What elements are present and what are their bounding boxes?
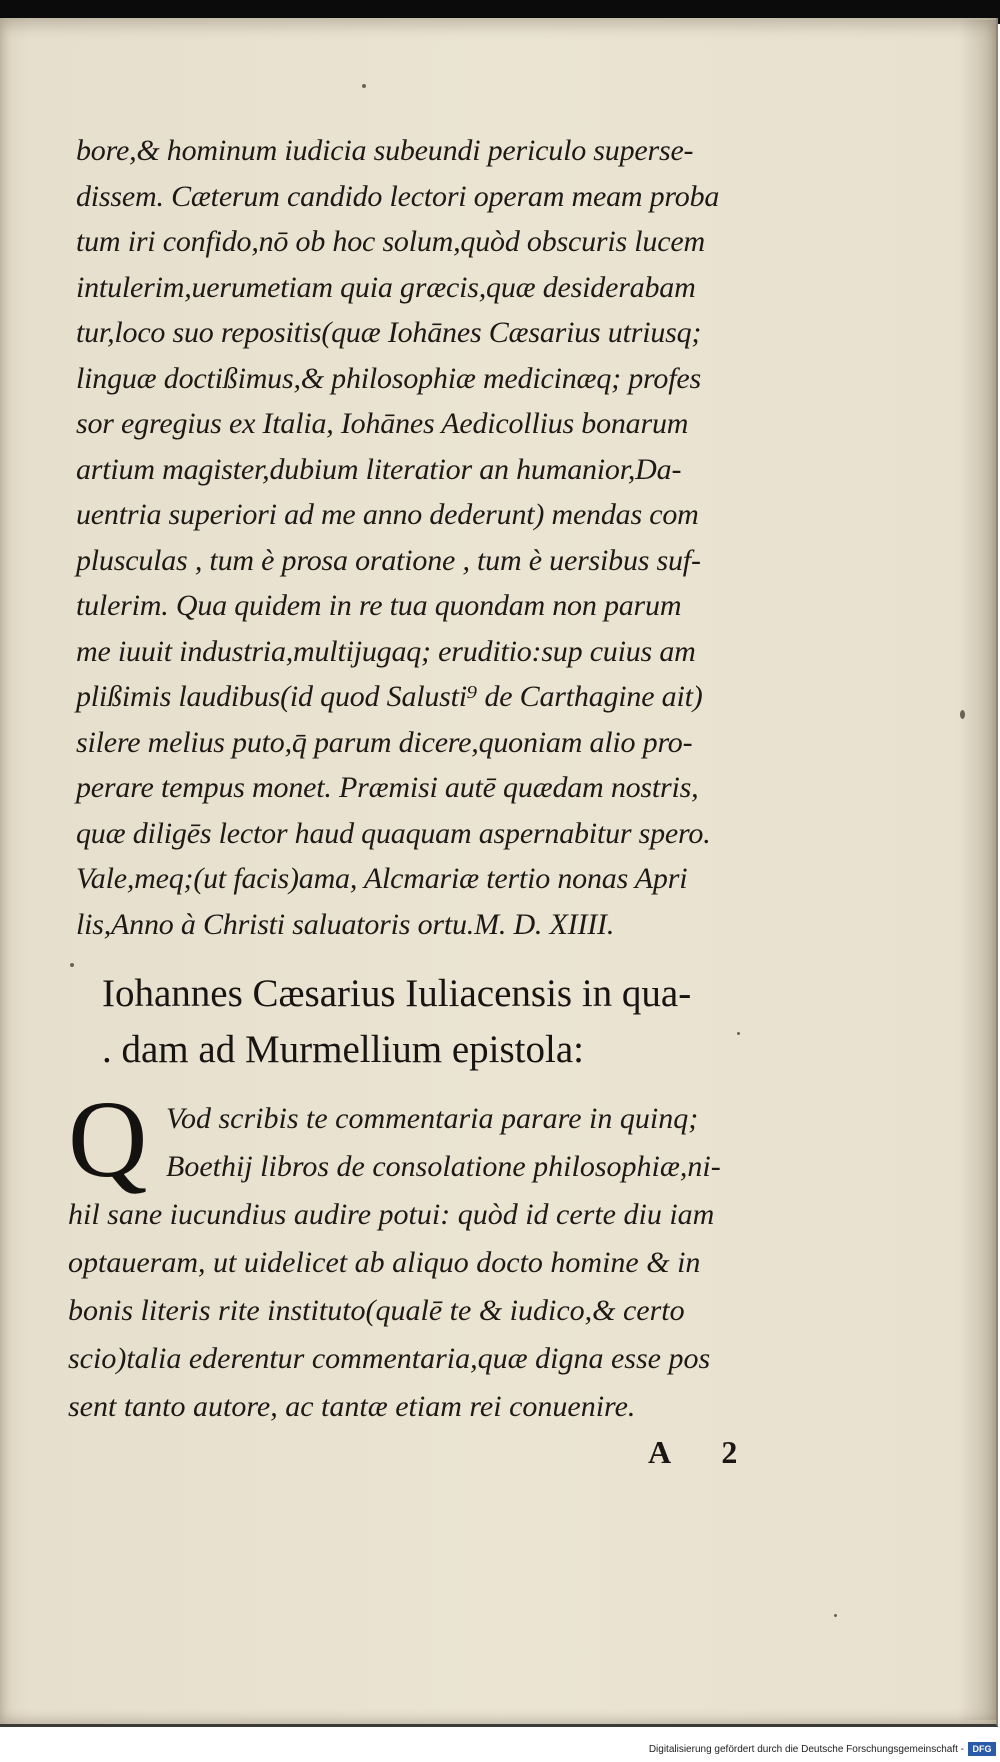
body-line: quæ diligēs lector haud quaquam aspernabitur spero. [76,816,711,850]
body-line: tulerim. Qua quidem in re tua quondam non parum [76,589,682,622]
body-line: bore,& hominum iudicia subeundi periculo superse- [76,134,694,167]
body-line: plißimis laudibus(id quod Salusti⁹ de Carthagine ait) [76,680,703,713]
body-paragraph [76,128,856,947]
epistle-heading [102,966,862,1078]
paper-speck [737,1032,740,1035]
letter-line: optaueram, ut uidelicet ab aliquo docto homine & in [68,1246,701,1279]
signature-mark: A 2 [648,1434,760,1470]
letter-line: Vod scribis te commentaria parare in quinq; [166,1102,699,1135]
body-line: dissem. Cæterum candido lectori operam meam proba [76,179,720,213]
page-edge-shadow [960,20,996,1720]
paper-speck [834,1614,837,1617]
body-line: intulerim,uerumetiam quia græcis,quæ desiderabam [76,270,696,304]
body-line: Vale,meq;(ut facis)ama, Alcmariæ tertio nonas Apri [76,862,688,895]
body-line: plusculas , tum è prosa oratione , tum è uersibus suf- [76,543,701,577]
paper-speck [362,84,366,88]
body-line: uentria superiori ad me anno dederunt) mendas com [76,498,699,531]
body-line: silere melius puto,q̄ parum dicere,quoniam alio pro- [76,725,693,759]
letter-line: bonis literis rite instituto(qualē te & iudico,& certo [68,1294,685,1327]
body-line: perare tempus monet. Præmisi autē quædam nostris, [76,771,699,804]
body-line: me iuuit industria,multijugaq; eruditio:sup cuius am [76,634,696,668]
letter-line: sent tanto autore, ac tantæ etiam rei conuenire. [68,1390,636,1423]
body-line: tur,loco suo repositis(quæ Iohānes Cæsarius utriusq; [76,316,702,349]
letter-line: hil sane iucundius audire potui: quòd id certe diu iam [68,1198,715,1231]
letter-line: scio)talia ederentur commentaria,quæ digna esse pos [68,1342,711,1375]
dfg-logo: DFG [968,1742,996,1756]
paper-speck [960,710,965,719]
drop-cap-initial: Q [68,1078,148,1200]
body-line: sor egregius ex Italia, Iohānes Aedicollius bonarum [76,407,689,440]
letter-paragraph [68,1078,858,1431]
heading-line: . dam ad Murmellium epistola: [102,1028,584,1071]
body-line: linguæ doctißimus,& philosophiæ medicinæq; profes [76,361,701,395]
letter-line: Boethij libros de consolatione philosophiæ,ni- [166,1150,721,1183]
digitization-credit: Digitalisierung gefördert durch die Deutsche Forschungsgemeinschaft - [648,1744,964,1755]
body-line: tum iri confido,nō ob hoc solum,quòd obscuris lucem [76,225,705,258]
body-line: lis,Anno à Christi saluatoris ortu.M. D. XIIII. [76,907,615,941]
paper-speck [70,963,74,967]
heading-line: Iohannes Cæsarius Iuliacensis in qua- [102,972,692,1015]
body-line: artium magister,dubium literatior an humanior,Da- [76,452,682,486]
